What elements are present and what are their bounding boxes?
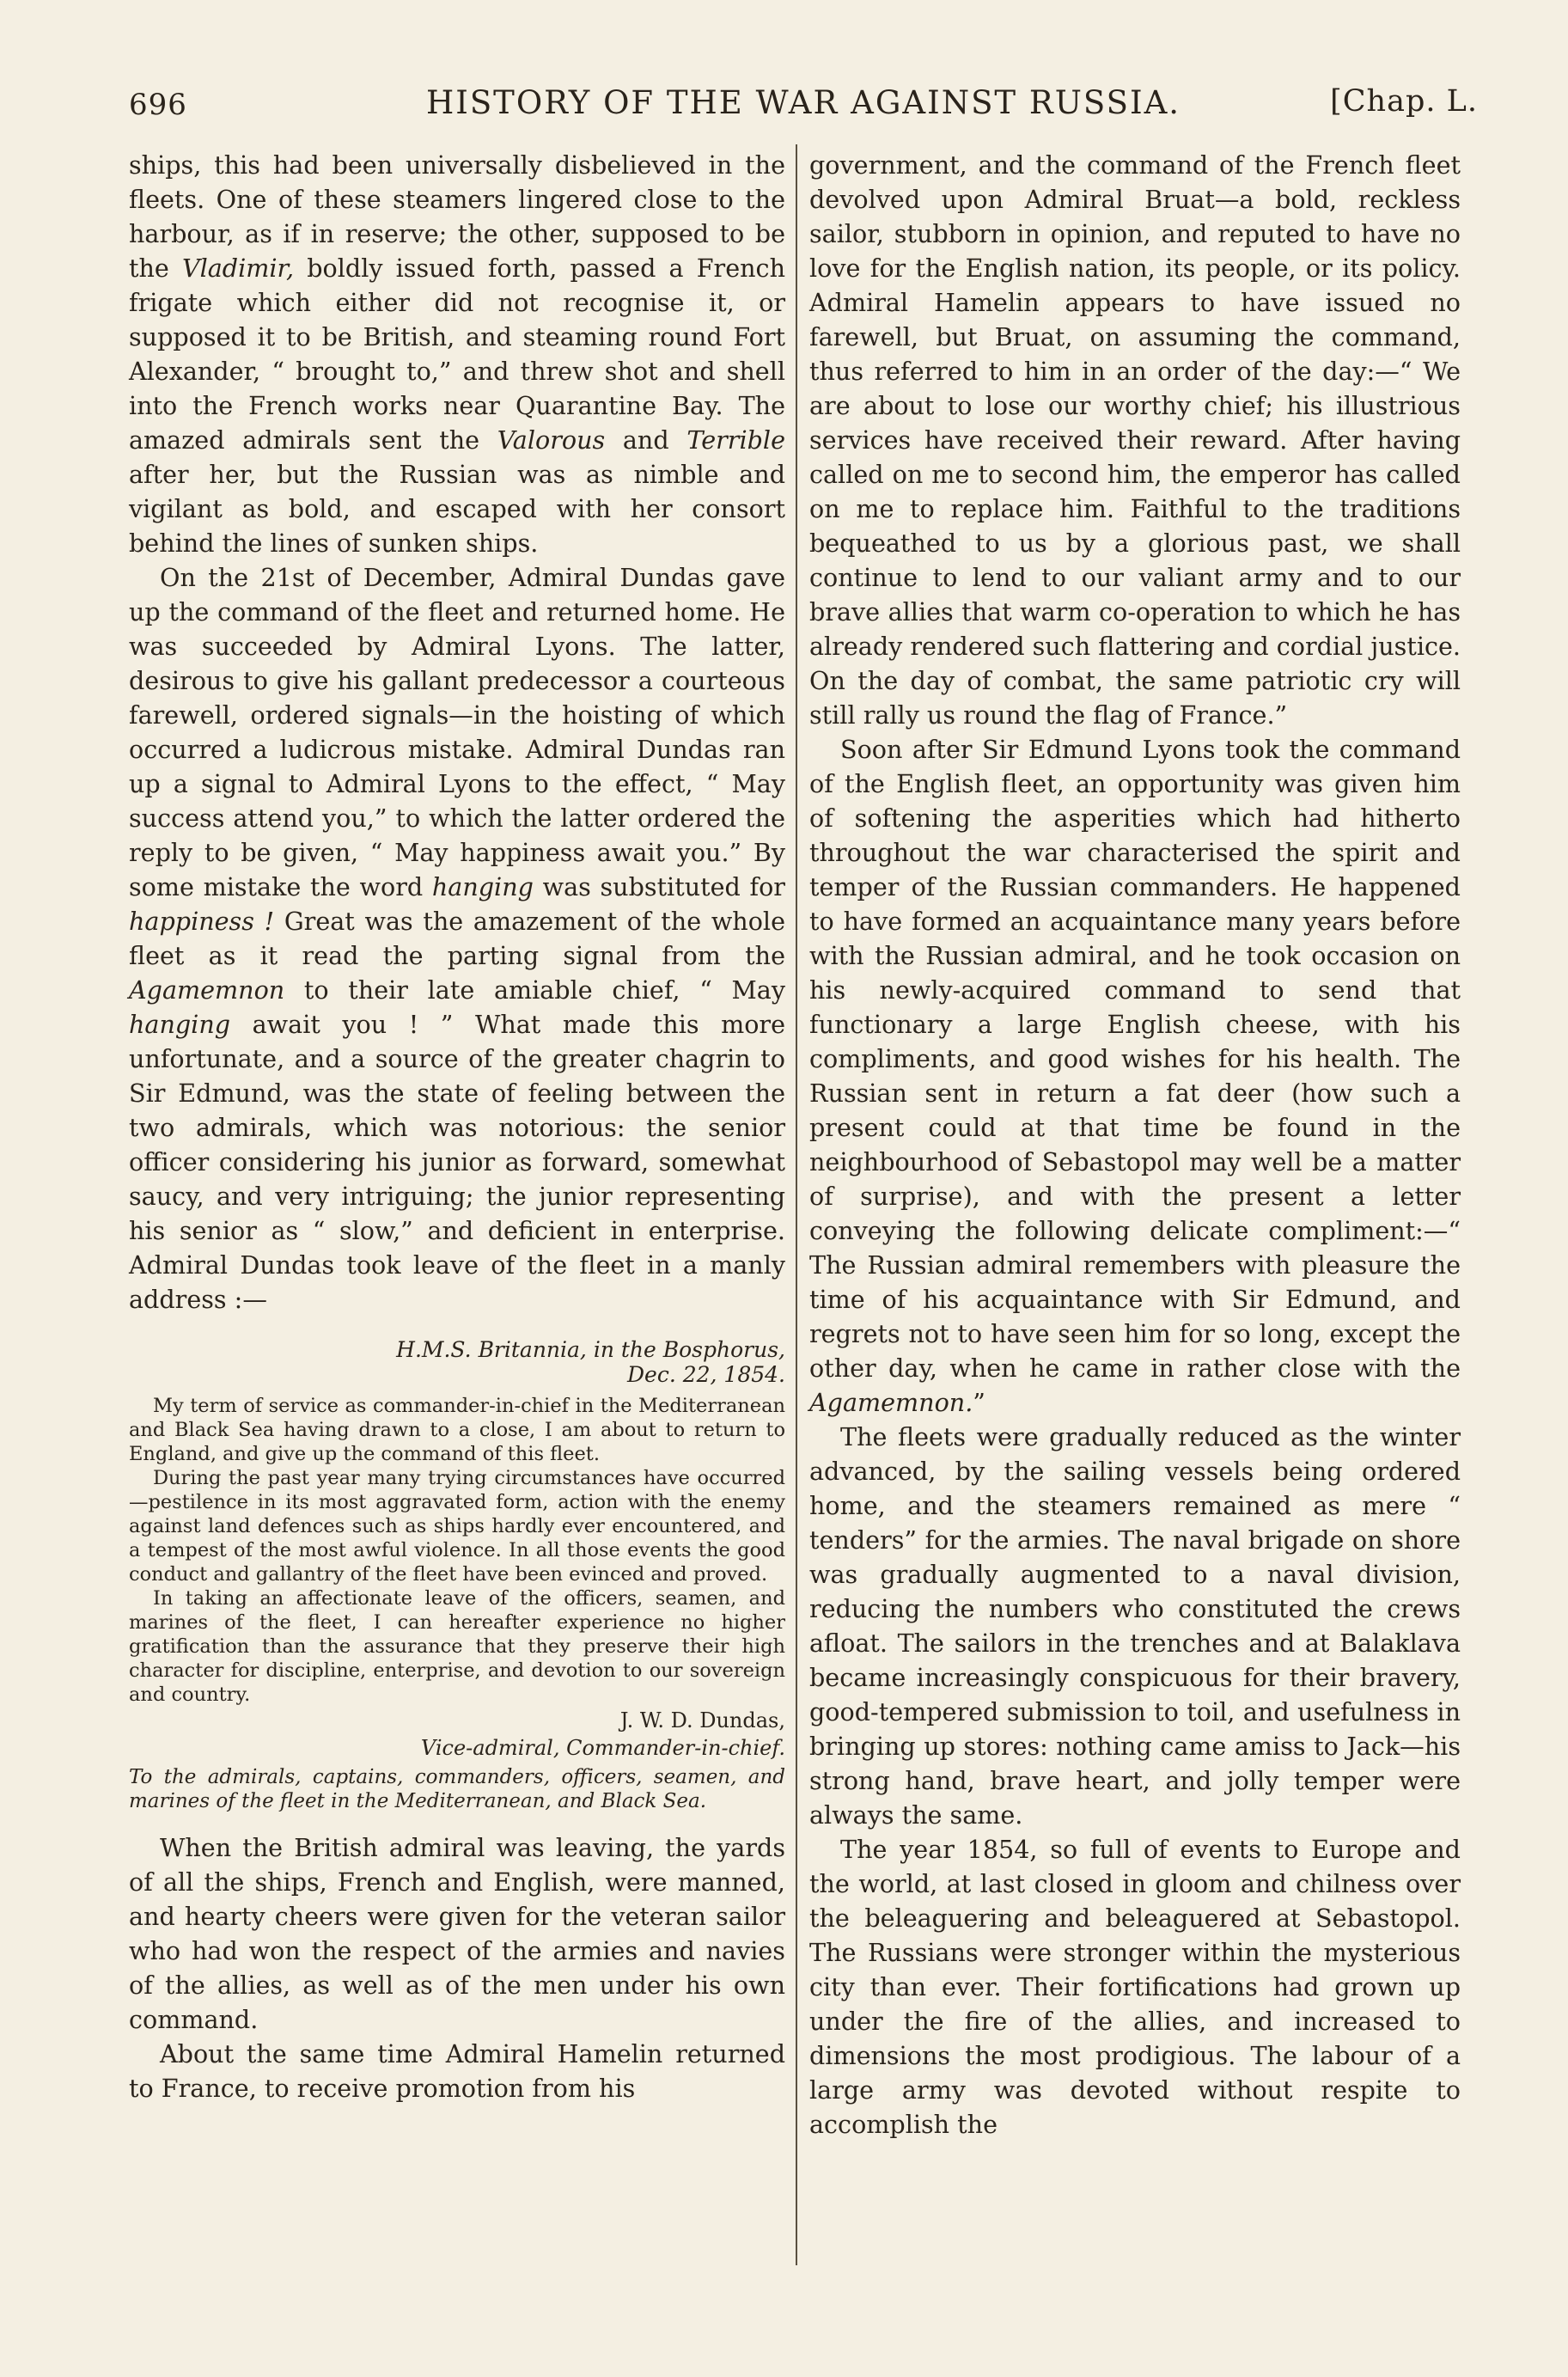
paragraph: Soon after Sir Edmund Lyons took the command of the English fleet, an opportunity was given him of softening the asperities which had hitherto throughout the war characterised the spirit and temper of the Russian commanders. He happened to have formed an acquaintance many years before with the Russian admiral, and he took occasion on his newly-acquired command to send that functionary a large English cheese, with his compliments, and good wishes for his health. The Russian sent in return a fat deer (how such a present could at that time be found in the neighbourhood of Sebastopol may well be a matter of surprise), and with the present a letter conveying the following delicate compliment:—“ The Russian admiral remembers with pleasure the time of his acquaintance with Sir Edmund, and regrets not to have seen him for so long, except the other day, when he came in rather close with the Agamemnon.”: [809, 735, 1461, 1417]
letter-paragraph: During the past year many trying circumstances have occurred—pestilence in its most aggravated form, action with the enemy against land defences such as ships hardly ever encountered, and a tempest of the most awful violence. In all those events the good conduct and gallantry of the fleet have been evinced and proved.: [129, 1467, 785, 1586]
paragraph: government, and the command of the French fleet devolved upon Admiral Bruat—a bold, reckless sailor, stubborn in opinion, and reputed to have no love for the English nation, its people, or its policy. Admiral Hamelin appears to have issued no farewell, but Bruat, on assuming the command, thus referred to him in an order of the day:—“ We are about to lose our worthy chief; his illustrious services have received their reward. After having called on me to second him, the emperor has called on me to replace him. Faithful to the traditions bequeathed to us by a glorious past, we shall continue to lend to our valiant army and to our brave allies that warm co-operation to which he has already rendered such flattering and cordial justice. On the day of combat, the same patriotic cry will still rally us round the flag of France.”: [809, 150, 1461, 730]
paragraph: ships, this had been universally disbelieved in the fleets. One of these steamers lingered close to the harbour, as if in reserve; the other, supposed to be the Vladimir, boldly issued forth, passed a French frigate which either did not recognise it, or supposed it to be British, and steaming round Fort Alexander, “ brought to,” and threw shot and shell into the French works near Quarantine Bay. The amazed admirals sent the Valorous and Terrible after her, but the Russian was as nimble and vigilant as bold, and escaped with her consort behind the lines of sunken ships.: [129, 150, 785, 558]
letter-heading: H.M.S. Britannia, in the Bosphorus, Dec. 22, 1854.: [396, 1337, 785, 1387]
paragraph: About the same time Admiral Hamelin returned to France, to receive promotion from his: [129, 2039, 785, 2103]
paragraph: The fleets were gradually reduced as the winter advanced, by the sailing vessels being ordered home, and the steamers remained as mere “ tenders” for the armies. The naval brigade on shore was gradually augmented to a naval division, reducing the numbers who constituted the crews afloat. The sailors in the trenches and at Balaklava became increasingly conspicuous for their bravery, good-tempered submission to toil, and usefulness in bringing up stores: nothing came amiss to Jack—his strong hand, brave heart, and jolly temper were always the same.: [809, 1422, 1461, 1830]
letter-paragraph: My term of service as commander-in-chief in the Mediterranean and Black Sea having drawn to a close, I am about to return to England, and give up the command of this fleet.: [129, 1395, 785, 1465]
column-divider: [796, 144, 797, 2265]
page-header: [129, 79, 1478, 122]
letter-paragraph: In taking an affectionate leave of the officers, seamen, and marines of the fleet, I can hereafter experience no higher gratification than the assurance that they preserve their high character for discipline, enterprise, and devotion to our sovereign and country.: [129, 1587, 785, 1706]
letter-signature: J. W. D. Dundas, Vice-admiral, Commander-in-chief.: [420, 1708, 785, 1760]
running-title: HISTORY OF THE WAR AGAINST RUSSIA.: [425, 84, 1181, 121]
chapter-label: [Chap. L.: [1330, 84, 1478, 119]
paragraph: On the 21st of December, Admiral Dundas gave up the command of the fleet and returned home. He was succeeded by Admiral Lyons. The latter, desirous to give his gallant predecessor a courteous farewell, ordered signals—in the hoisting of which occurred a ludicrous mistake. Admiral Dundas ran up a signal to Admiral Lyons to the effect, “ May success attend you,” to which the latter ordered the reply to be given, “ May happiness await you.” By some mistake the word hanging was substituted for happiness ! Great was the amazement of the whole fleet as it read the parting signal from the Agamemnon to their late amiable chief, “ May hanging await you ! ” What made this more unfortunate, and a source of the greater chagrin to Sir Edmund, was the state of feeling between the two admirals, which was notorious: the senior officer considering his junior as forward, somewhat saucy, and very intriguing; the junior representing his senior as “ slow,” and deficient in enterprise. Admiral Dundas took leave of the fleet in a manly address :—: [129, 563, 785, 1314]
paragraph: When the British admiral was leaving, the yards of all the ships, French and English, were manned, and hearty cheers were given for the veteran sailor who had won the respect of the armies and navies of the allies, as well as of the men under his own command.: [129, 1833, 785, 2034]
left-column: [129, 148, 785, 2105]
paragraph: The year 1854, so full of events to Europe and the world, at last closed in gloom and chilness over the beleaguering and beleaguered at Sebastopol. The Russians were stronger within the mysterious city than ever. Their fortifications had grown up under the fire of the allies, and increased to dimensions the most prodigious. The labour of a large army was devoted without respite to accomplish the: [809, 1835, 1461, 2139]
quoted-letter: [129, 1337, 785, 1813]
letter-addressee: To the admirals, captains, commanders, officers, seamen, and marines of the fleet in the Mediterranean, and Black Sea.: [129, 1766, 785, 1812]
right-column: [809, 148, 1461, 2142]
page-number: 696: [129, 88, 187, 122]
